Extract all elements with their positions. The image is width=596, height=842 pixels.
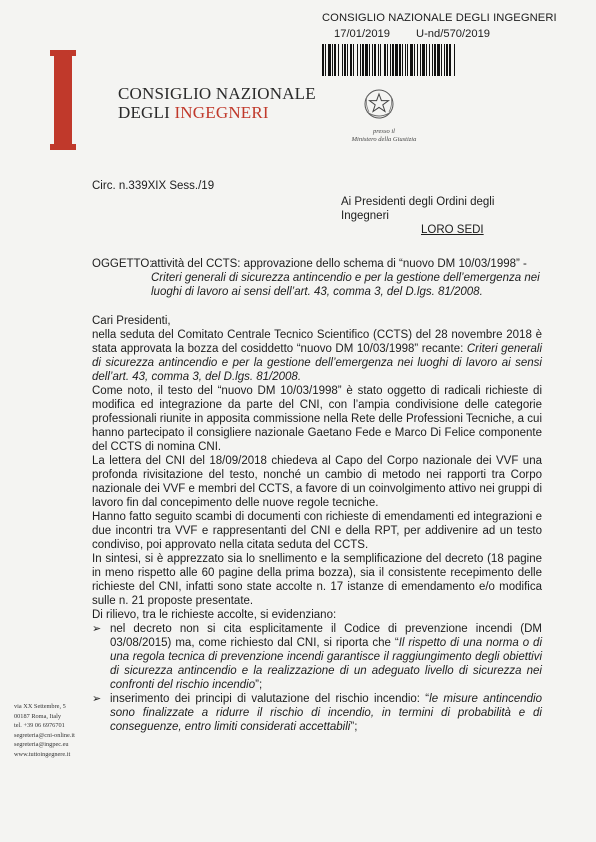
stamp-title: CONSIGLIO NAZIONALE DEGLI INGEGNERI [322, 12, 557, 24]
list-item: ➢ nel decreto non si cita esplicitamente il Codice di prevenzione incendi (DM 03/08/2015) ma, come richiesto dal CNI, si riporta che “Il rispetto di una norma o di una regola tecnica di prevenzione incendi garantisce il raggiungimento degli obiettivi di sicurezza antincendio e la realizzazione di un adeguato livello di sicurezza nei confronti del rischio incendio”; [92, 623, 542, 691]
pec-email-link[interactable]: segreteria@ingpec.eu [14, 741, 69, 748]
highlights-list [92, 622, 542, 734]
arrow-bullet-icon: ➢ [92, 623, 102, 635]
stamp-protocol [322, 28, 554, 40]
circular-number: Circ. n.339XIX Sess./19 [92, 180, 215, 192]
org-name [118, 84, 316, 122]
subject-label: OGGETTO: [92, 258, 153, 270]
paragraph-2: Come noto, il testo del “nuovo DM 10/03/1998” è stato oggetto di radicali richieste di modifica ed integrazione da parte del CNI, con l’ampia condivisione delle categorie professionali riunite in apposita commissione nella Rete delle Professioni Tecniche, a cui hanno partecipato il consigliere nazionale Gaetano Fede e Marco Di Felice componente del CCTS di nomina CNI. [92, 385, 542, 453]
subject-block [92, 257, 542, 299]
stamp-number: U-nd/570/2019 [416, 28, 491, 40]
paragraph-5: In sintesi, si è apprezzato sia lo snellimento e la semplificazione del decreto (18 pagine in meno rispetto alle 60 pagine della prima bozza), sia il consistente recepimento delle richieste del CNI, infatti sono state accolte n. 17 istanze di emendamento e/o modifica sulle n. 21 proposte presentate. [92, 553, 542, 607]
logo-letter-i [54, 50, 72, 150]
letter-body [92, 314, 542, 734]
paragraph-3: La lettera del CNI del 18/09/2018 chiedeva al Capo del Corpo nazionale dei VVF una profonda rivisitazione del testo, nonché un cambio di metodo nei rapporti tra Corpo nazionale dei VVF e membri del CCTS, a favore di un coinvolgimento attivo nei gruppi di lavoro fin dal concepimento delle nuove regole tecniche. [92, 455, 543, 509]
website-link[interactable]: www.tuttoingegnere.it [14, 750, 71, 758]
italian-emblem-icon [361, 86, 397, 122]
org-name-line2: DEGLI INGEGNERI [118, 103, 269, 122]
paragraph-6: Di rilievo, tra le richieste accolte, si evidenziano: [92, 609, 337, 621]
stamp-date: 17/01/2019 [334, 28, 390, 40]
ministry-caption: presso il Ministero della Giustizia [351, 128, 417, 143]
loro-sedi: LORO SEDI [421, 224, 484, 236]
protocol-stamp [322, 12, 557, 76]
paragraph-1: nella seduta del Comitato Centrale Tecnico Scientifico (CCTS) del 28 novembre 2018 è stata approvata la bozza del cosiddetto “nuovo DM 10/03/1998” recante: Criteri generali di sicurezza antincendio e per la gestione dell’emergenza nei luoghi di lavoro ai sensi dell’art. 43, comma 3, del D.lgs. 81/2008. [92, 329, 542, 383]
list-item: ➢ inserimento dei principi di valutazione del rischio incendio: “le misure antincendio sono finalizzate a ridurre il rischio di incendio, in termini di probabilità e di conseguenze, entro limiti considerati accettabili”; [92, 693, 543, 733]
barcode-image [322, 44, 554, 76]
org-name-line1: CONSIGLIO NAZIONALE [118, 84, 316, 103]
addressee-block: Ai Presidenti degli Ordini degli Ingegneri LORO SEDI [341, 196, 495, 236]
subject-text: attività del CCTS: approvazione dello schema di “nuovo DM 10/03/1998” - Criteri generali di sicurezza antincendio e per la gestione dell’emergenza nei luoghi di lavoro ai sensi dell’art. 43, comma 3, del D.lgs. 81/2008. [151, 258, 540, 298]
email-link[interactable]: segreteria@cni-online.it [14, 731, 75, 739]
paragraph-4: Hanno fatto seguito scambi di documenti con richieste di emendamenti ed integrazioni e due incontri tra VVF e rappresentanti del CNI e della RPT, per addivenire ad un testo condiviso, poi approvato nella citata seduta del CCTS. [92, 511, 542, 551]
footer-contacts: via XX Settembre, 5 00187 Roma, Italy tel. +39 06 6976701 segreteria@cni-online.it segreteria@ingpec.eu www.tuttoingegnere.it [14, 702, 96, 759]
arrow-bullet-icon: ➢ [92, 693, 102, 705]
greeting: Cari Presidenti, [92, 315, 171, 327]
